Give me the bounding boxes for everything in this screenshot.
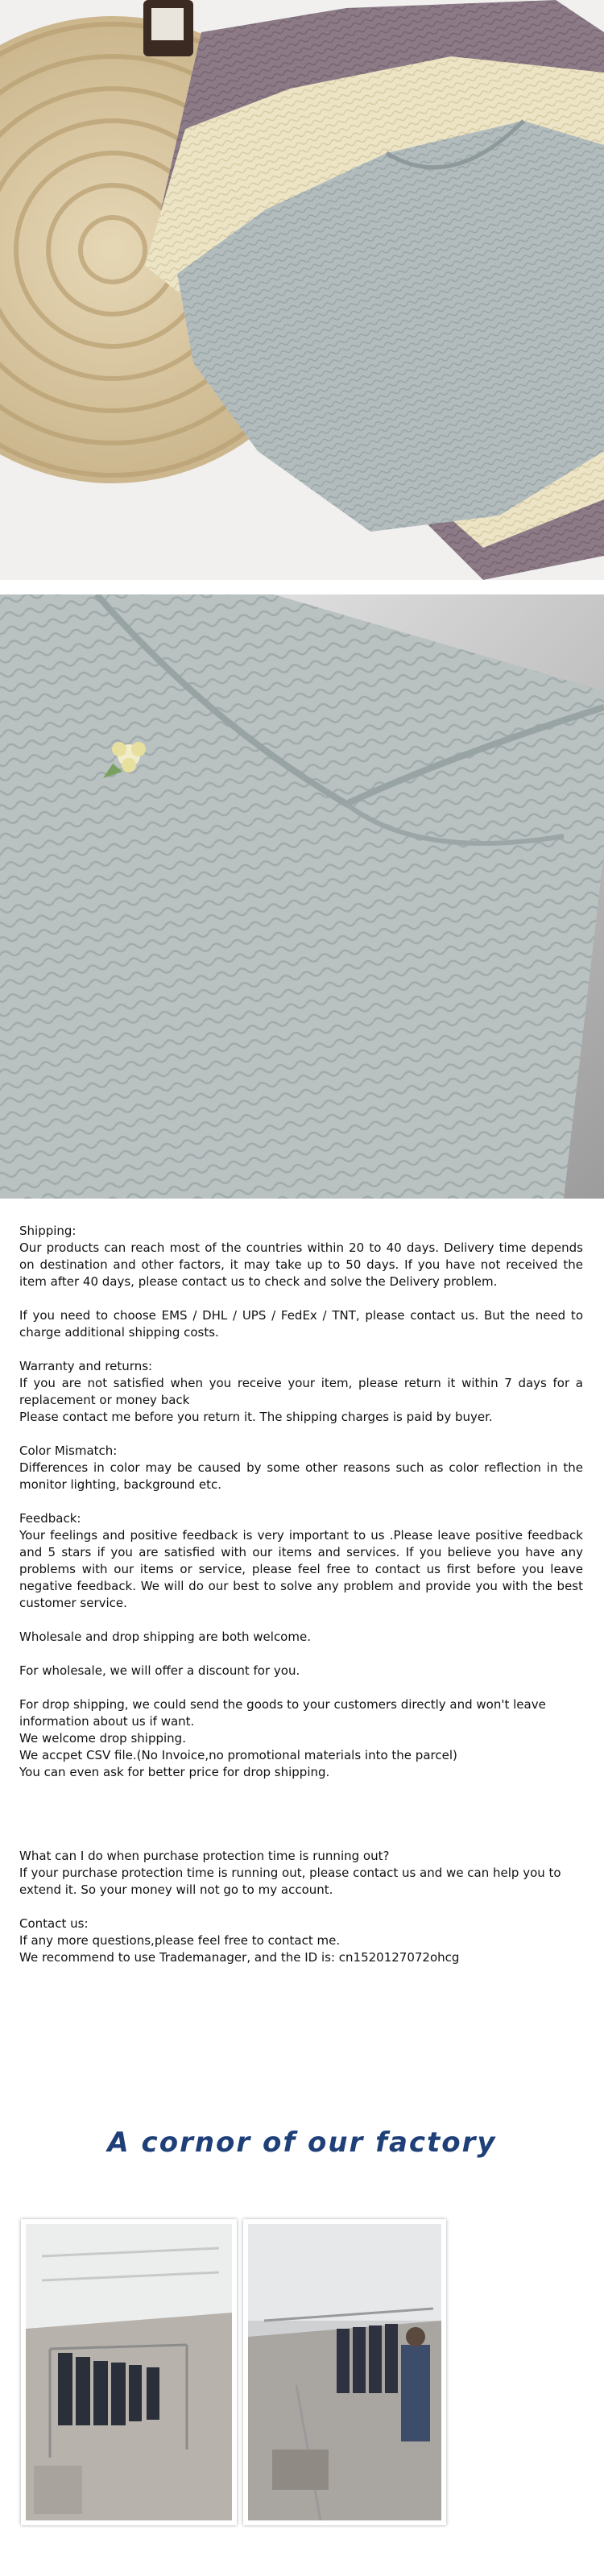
section-text: If your purchase protection time is running out, please contact us and we can help you to extend it. So your money will not go to my account. xyxy=(19,1866,561,1897)
color-mismatch-section xyxy=(19,1443,583,1493)
express-shipping-section xyxy=(19,1307,583,1341)
section-text: We recommend to use Trademanager, and the ID is: cn1520127072ohcg xyxy=(19,1950,460,1965)
shop-policy-text xyxy=(19,1223,583,1983)
section-text: For drop shipping, we could send the goods to your customers directly and won't leave information about us if want. xyxy=(19,1697,546,1729)
section-heading: Color Mismatch: xyxy=(19,1443,118,1458)
wholesale-discount-section xyxy=(19,1663,583,1679)
factory-title: A cornor of our factory xyxy=(107,2127,497,2159)
warranty-section xyxy=(19,1358,583,1426)
section-heading: Warranty and returns: xyxy=(19,1359,153,1373)
section-heading: Contact us: xyxy=(19,1916,89,1931)
section-heading: Shipping: xyxy=(19,1224,77,1238)
section-text: Please contact me before you return it. The shipping charges is paid by buyer. xyxy=(19,1410,493,1424)
factory-photo-left xyxy=(21,2219,237,2525)
shipping-section xyxy=(19,1223,583,1290)
factory-photo-right xyxy=(243,2219,446,2525)
section-text: If you are not satisfied when you receive your item, please return it within 7 days for a replacement or money back xyxy=(19,1376,583,1407)
section-text: We welcome drop shipping. xyxy=(19,1731,186,1746)
section-text: Your feelings and positive feedback is very important to us .Please leave positive feedback and 5 stars if you are satisfied with our items and services. If you believe you have any problems with our items or service, please feel free to contact us first before you leave negative feedback. We will do our best to solve any problem and provide you with the best customer service. xyxy=(19,1528,583,1610)
section-text: Our products can reach most of the countries within 20 to 40 days. Delivery time depends on destination and other factors, it may take up to 50 days. If you have not received the item after 40 days, please contact us to check and solve the Delivery problem. xyxy=(19,1240,583,1289)
product-photo-folded-tops xyxy=(0,0,604,580)
section-text: If you need to choose EMS / DHL / UPS / FedEx / TNT, please contact us. But the need to charge additional shipping costs. xyxy=(19,1308,583,1340)
contact-section xyxy=(19,1915,583,1966)
purchase-protection-section xyxy=(19,1848,583,1899)
drop-shipping-section xyxy=(19,1696,583,1781)
product-photo-closeup xyxy=(0,594,604,1199)
section-text: If any more questions,please feel free to contact me. xyxy=(19,1933,341,1948)
section-heading: What can I do when purchase protection time is running out? xyxy=(19,1849,390,1863)
wholesale-section xyxy=(19,1629,583,1646)
section-text: Wholesale and drop shipping are both welcome. xyxy=(19,1630,311,1644)
section-heading: Feedback: xyxy=(19,1511,81,1526)
section-text: For wholesale, we will offer a discount for you. xyxy=(19,1663,300,1678)
feedback-section xyxy=(19,1510,583,1612)
section-text: You can even ask for better price for drop shipping. xyxy=(19,1765,330,1779)
section-text: Differences in color may be caused by some other reasons such as color reflection in the monitor lighting, background etc. xyxy=(19,1460,583,1492)
section-text: We accpet CSV file.(No Invoice,no promotional materials into the parcel) xyxy=(19,1748,457,1762)
